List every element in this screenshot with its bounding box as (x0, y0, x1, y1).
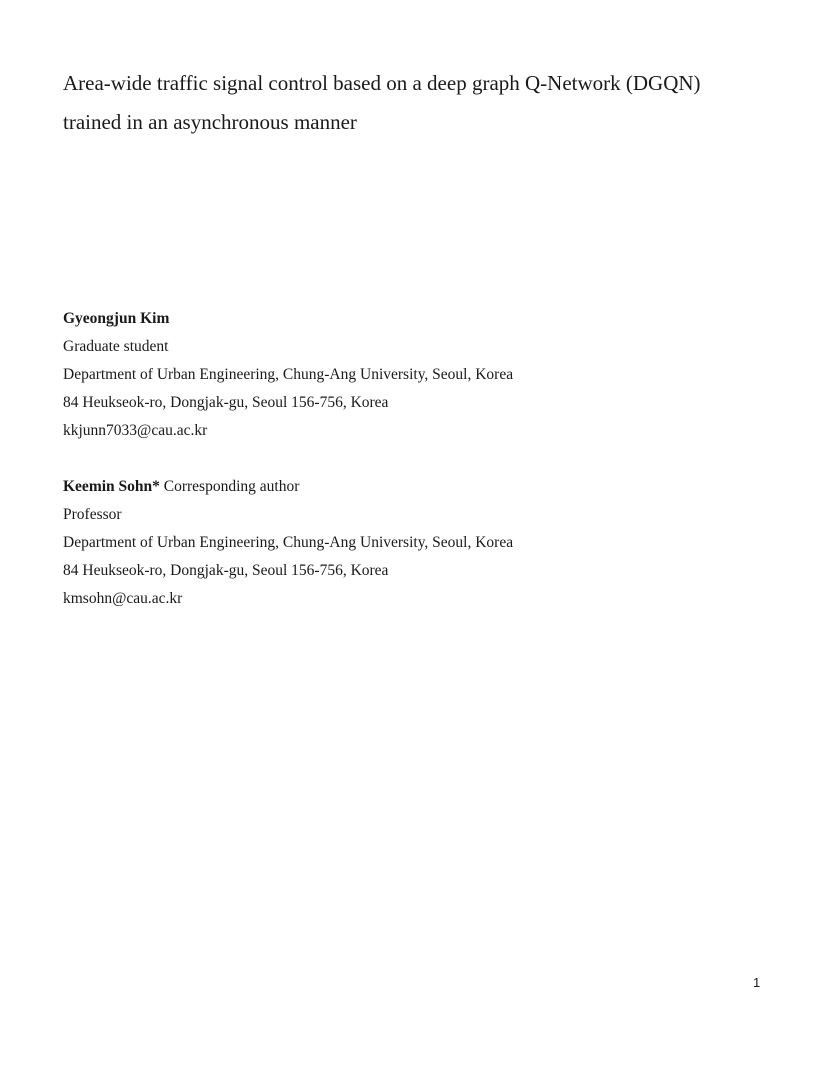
author-name: Gyeongjun Kim (63, 310, 170, 327)
author-block-first (63, 305, 763, 445)
author-block-second (63, 473, 763, 613)
author-email: kkjunn7033@cau.ac.kr (63, 422, 208, 439)
author-position: Professor (63, 506, 122, 523)
title-line-1: Area-wide traffic signal control based on a deep graph Q-Network (DGQN) (63, 71, 701, 95)
author-name: Keemin Sohn* (63, 478, 160, 495)
author-department: Department of Urban Engineering, Chung-Ang University, Seoul, Korea (63, 534, 514, 551)
author-name-line (63, 473, 763, 501)
title-line-2: trained in an asynchronous manner (63, 110, 357, 134)
author-address: 84 Heukseok-ro, Dongjak-gu, Seoul 156-756, Korea (63, 562, 389, 579)
author-email: kmsohn@cau.ac.kr (63, 590, 183, 607)
author-name-line (63, 305, 763, 333)
page-number: 1 (753, 975, 761, 990)
paper-title (63, 64, 763, 142)
author-role-note: Corresponding author (159, 478, 300, 495)
author-position: Graduate student (63, 338, 169, 355)
author-department: Department of Urban Engineering, Chung-Ang University, Seoul, Korea (63, 366, 514, 383)
author-address: 84 Heukseok-ro, Dongjak-gu, Seoul 156-756, Korea (63, 394, 389, 411)
